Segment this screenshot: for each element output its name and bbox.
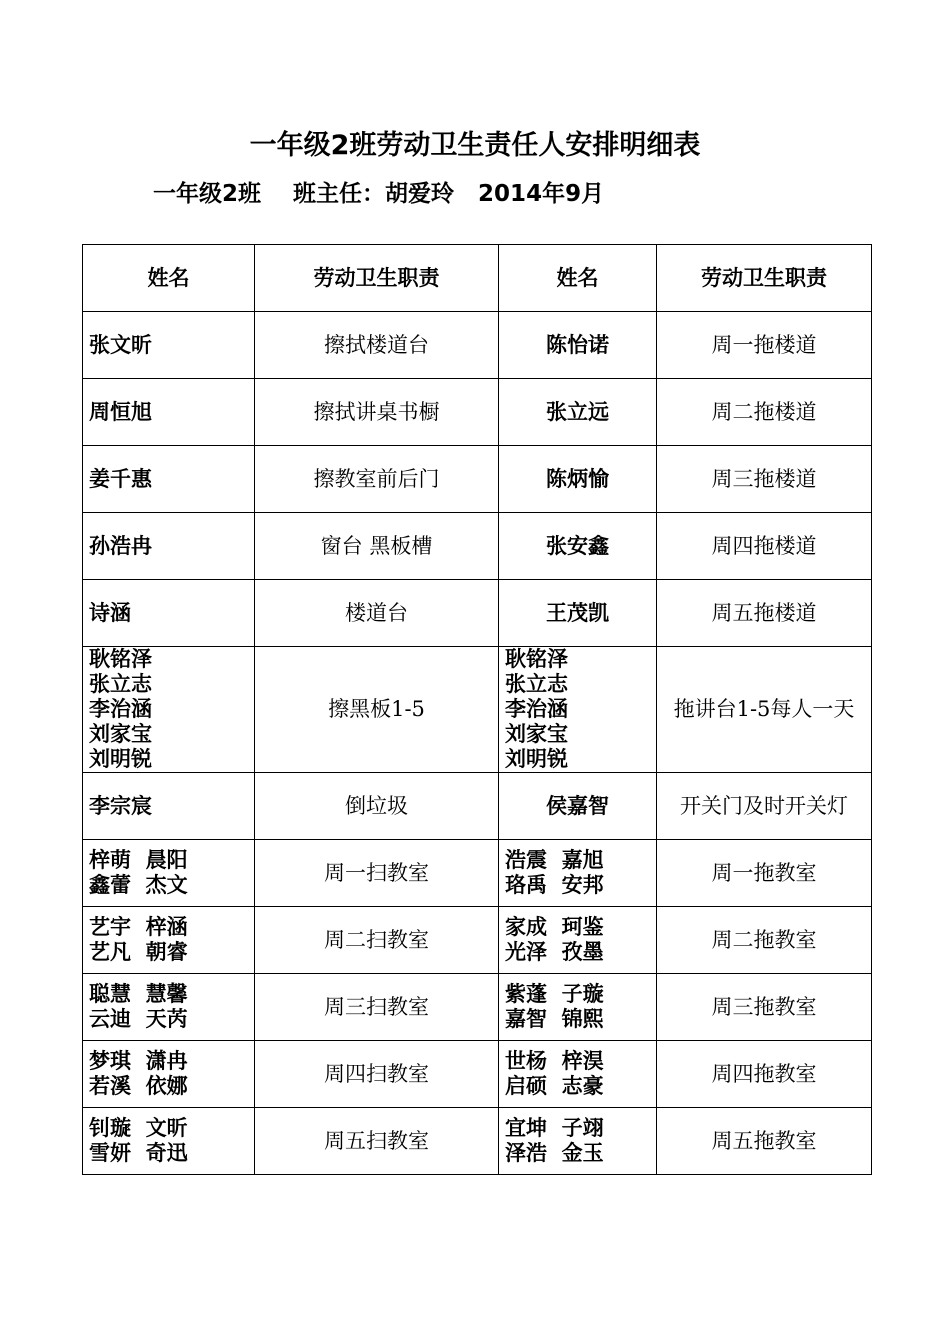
page-subtitle: 一年级2班 班主任：胡爱玲 2014年9月 — [153, 181, 605, 207]
header-duty-left: 劳动卫生职责 — [255, 245, 499, 312]
student-name: 嘉智 锦熙 — [505, 1007, 604, 1031]
student-name: 刘明锐 — [89, 747, 152, 771]
table-row — [83, 840, 872, 907]
student-name: 张安鑫 — [546, 533, 609, 558]
duty-cell-left: 周三扫教室 — [255, 974, 499, 1041]
student-name: 侯嘉智 — [546, 793, 609, 818]
header-name-left: 姓名 — [83, 245, 255, 312]
student-name: 聪慧 慧馨 — [89, 982, 188, 1006]
table-row — [83, 446, 872, 513]
duty-cell-right: 周一拖楼道 — [657, 312, 872, 379]
name-cell-right — [499, 513, 657, 580]
name-cell-right — [499, 974, 657, 1041]
duty-cell-right: 周五拖楼道 — [657, 580, 872, 647]
name-cell-left — [83, 974, 255, 1041]
name-cell-left — [83, 1108, 255, 1175]
duty-cell-right: 周一拖教室 — [657, 840, 872, 907]
name-cell-left — [83, 773, 255, 840]
name-cell-left — [83, 1041, 255, 1108]
name-cell-right — [499, 773, 657, 840]
table-row — [83, 1108, 872, 1175]
student-name: 刘家宝 — [89, 722, 152, 746]
name-cell-left — [83, 647, 255, 773]
duty-cell-left: 周五扫教室 — [255, 1108, 499, 1175]
duty-cell-left: 周四扫教室 — [255, 1041, 499, 1108]
student-name: 梦琪 潇冉 — [89, 1049, 188, 1073]
name-cell-left — [83, 513, 255, 580]
student-name: 刘家宝 — [505, 722, 568, 746]
table-row — [83, 1041, 872, 1108]
duty-cell-right: 开关门及时开关灯 — [657, 773, 872, 840]
duty-cell-right: 周二拖楼道 — [657, 379, 872, 446]
student-name: 刘明锐 — [505, 747, 568, 771]
name-cell-left — [83, 580, 255, 647]
page-title: 一年级2班劳动卫生责任人安排明细表 — [249, 130, 701, 161]
duty-cell-left: 周一扫教室 — [255, 840, 499, 907]
student-name: 陈怡诺 — [546, 332, 609, 357]
name-cell-right — [499, 907, 657, 974]
duty-cell-left: 擦拭讲桌书橱 — [255, 379, 499, 446]
table-row — [83, 773, 872, 840]
name-cell-right — [499, 379, 657, 446]
duty-cell-left: 楼道台 — [255, 580, 499, 647]
name-cell-right — [499, 840, 657, 907]
duty-cell-left: 窗台 黑板槽 — [255, 513, 499, 580]
student-name: 王茂凯 — [546, 600, 609, 625]
name-cell-left — [83, 446, 255, 513]
name-cell-left — [83, 312, 255, 379]
student-name: 张立志 — [89, 672, 152, 696]
name-cell-left — [83, 840, 255, 907]
table-row — [83, 647, 872, 773]
student-name: 耿铭泽 — [89, 647, 152, 671]
duty-table — [82, 244, 872, 1175]
name-cell-left — [83, 907, 255, 974]
duty-table-body — [83, 245, 872, 1175]
table-row — [83, 580, 872, 647]
duty-cell-left: 周二扫教室 — [255, 907, 499, 974]
student-name: 张立远 — [546, 399, 609, 424]
student-name: 珞禹 安邦 — [505, 873, 604, 897]
table-row — [83, 974, 872, 1041]
duty-cell-right: 周三拖教室 — [657, 974, 872, 1041]
student-name: 光泽 孜墨 — [505, 940, 604, 964]
student-name: 张立志 — [505, 672, 568, 696]
student-name: 李治涵 — [505, 697, 568, 721]
student-name: 紫蓬 子璇 — [505, 982, 604, 1006]
student-name: 艺宇 梓涵 — [89, 915, 188, 939]
student-name: 云迪 天芮 — [89, 1007, 188, 1031]
table-row — [83, 513, 872, 580]
student-name: 钊璇 文昕 — [89, 1116, 188, 1140]
name-cell-right — [499, 580, 657, 647]
student-name: 李宗宸 — [89, 793, 152, 818]
duty-cell-right: 拖讲台1-5每人一天 — [657, 647, 872, 773]
student-name: 张文昕 — [89, 332, 152, 357]
header-name-right: 姓名 — [499, 245, 657, 312]
table-row — [83, 379, 872, 446]
student-name: 宜坤 子翊 — [505, 1116, 604, 1140]
name-cell-right — [499, 647, 657, 773]
header-duty-right: 劳动卫生职责 — [657, 245, 872, 312]
student-name: 启硕 志豪 — [505, 1074, 604, 1098]
student-name: 姜千惠 — [89, 466, 152, 491]
student-name: 李治涵 — [89, 697, 152, 721]
name-cell-right — [499, 312, 657, 379]
student-name: 鑫蕾 杰文 — [89, 873, 188, 897]
name-cell-right — [499, 1108, 657, 1175]
student-name: 雪妍 奇迅 — [89, 1141, 188, 1165]
student-name: 陈炳愉 — [546, 466, 609, 491]
name-cell-right — [499, 446, 657, 513]
name-cell-left — [83, 379, 255, 446]
duty-cell-left: 擦拭楼道台 — [255, 312, 499, 379]
student-name: 诗涵 — [89, 600, 131, 625]
duty-cell-left: 擦教室前后门 — [255, 446, 499, 513]
name-cell-right — [499, 1041, 657, 1108]
duty-cell-left: 倒垃圾 — [255, 773, 499, 840]
student-name: 若溪 依娜 — [89, 1074, 188, 1098]
student-name: 耿铭泽 — [505, 647, 568, 671]
table-header-row — [83, 245, 872, 312]
student-name: 艺凡 朝睿 — [89, 940, 188, 964]
table-row — [83, 907, 872, 974]
student-name: 孙浩冉 — [89, 533, 152, 558]
duty-cell-right: 周四拖楼道 — [657, 513, 872, 580]
duty-cell-right: 周五拖教室 — [657, 1108, 872, 1175]
student-name: 世杨 梓淏 — [505, 1049, 604, 1073]
duty-cell-right: 周三拖楼道 — [657, 446, 872, 513]
table-row — [83, 312, 872, 379]
duty-cell-right: 周二拖教室 — [657, 907, 872, 974]
duty-cell-left: 擦黑板1-5 — [255, 647, 499, 773]
student-name: 浩震 嘉旭 — [505, 848, 604, 872]
student-name: 周恒旭 — [89, 399, 152, 424]
student-name: 家成 珂鉴 — [505, 915, 604, 939]
student-name: 泽浩 金玉 — [505, 1141, 604, 1165]
duty-cell-right: 周四拖教室 — [657, 1041, 872, 1108]
student-name: 梓萌 晨阳 — [89, 848, 188, 872]
